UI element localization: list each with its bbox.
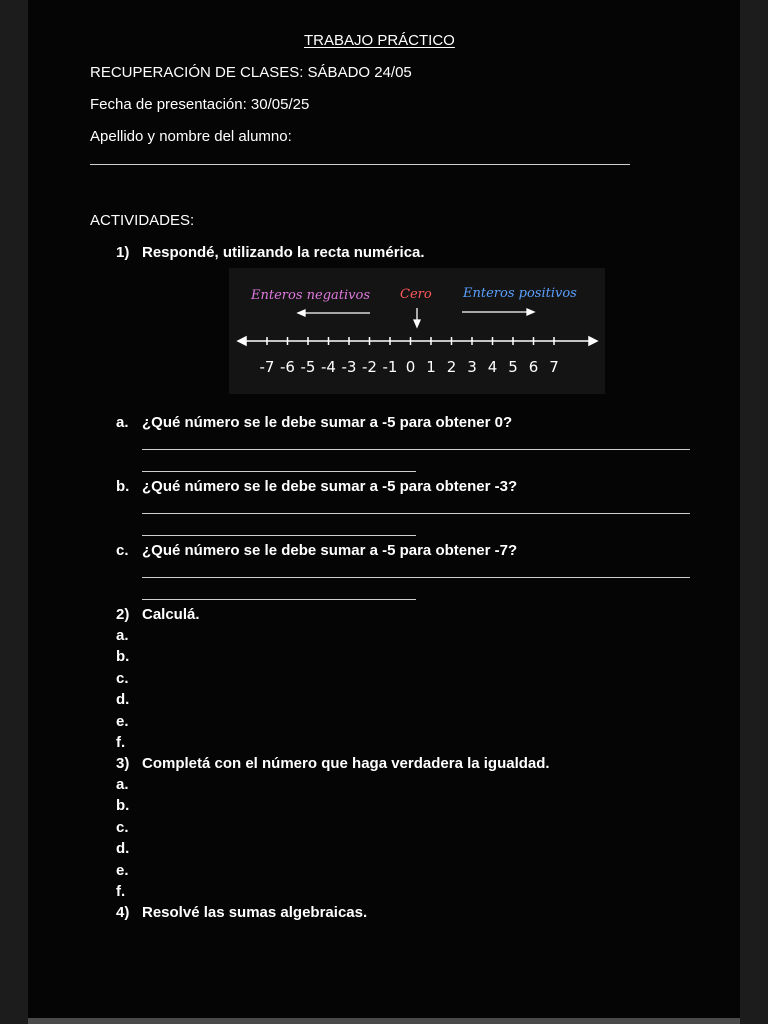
answer-line[interactable] xyxy=(142,471,416,472)
tick-label: 2 xyxy=(446,358,457,376)
item-letter: a. xyxy=(116,627,129,644)
item-letter: b. xyxy=(116,648,130,666)
number-line-figure xyxy=(229,268,605,394)
item-letter: e. xyxy=(116,712,129,730)
question-text: ¿Qué número se le debe sumar a -5 para obtener 0? xyxy=(142,414,513,431)
activity-4-instruction: Resolvé las sumas algebraicas. xyxy=(142,904,368,921)
item-letter: b. xyxy=(116,797,130,815)
tick-label: 6 xyxy=(528,358,539,376)
bottom-scroll-bar[interactable] xyxy=(28,1018,740,1024)
activity-1-number: 1) xyxy=(116,244,130,261)
answer-line[interactable] xyxy=(142,577,690,578)
tick-label: 3 xyxy=(467,358,477,376)
positives-label: Enteros positivos xyxy=(463,286,577,301)
item-letter: f. xyxy=(116,734,126,751)
student-name-line xyxy=(90,164,630,165)
number-line-ticks xyxy=(260,337,559,376)
zero-arrow xyxy=(414,308,420,327)
tick-label: -3 xyxy=(341,358,357,376)
item-letter: d. xyxy=(116,840,130,858)
tick-label: -5 xyxy=(300,358,316,376)
item-letter: c. xyxy=(116,669,129,687)
tick-label: 5 xyxy=(508,358,518,376)
answer-line[interactable] xyxy=(142,513,690,514)
activity-1-instruction: Respondé, utilizando la recta numérica. xyxy=(142,244,425,261)
negatives-arrow xyxy=(298,310,370,316)
question-letter: a. xyxy=(116,414,129,431)
item-letter: a. xyxy=(116,776,129,793)
zero-label: Cero xyxy=(400,287,432,302)
answer-line[interactable] xyxy=(142,599,416,600)
item-letter: f. xyxy=(116,883,126,900)
number-line-axis xyxy=(238,337,597,345)
item-letter: c. xyxy=(116,818,129,836)
tick-label: -4 xyxy=(321,358,336,376)
question-letter: b. xyxy=(116,478,130,495)
question-text: ¿Qué número se le debe sumar a -5 para obtener -7? xyxy=(142,542,518,559)
tick-label: -2 xyxy=(362,358,377,376)
activity-2-number: 2) xyxy=(116,606,130,623)
tick-label: 0 xyxy=(405,358,416,376)
document-subtitle: RECUPERACIÓN DE CLASES: SÁBADO 24/05 xyxy=(90,64,412,81)
question-text: ¿Qué número se le debe sumar a -5 para obtener -3? xyxy=(142,478,518,495)
tick-label: -7 xyxy=(259,358,275,376)
tick-label: 4 xyxy=(487,358,498,376)
question-letter: c. xyxy=(116,542,129,559)
activity-4-number: 4) xyxy=(116,904,130,921)
negatives-label: Enteros negativos xyxy=(251,288,370,303)
positives-arrow xyxy=(462,309,534,315)
answer-line[interactable] xyxy=(142,535,416,536)
presentation-date: Fecha de presentación: 30/05/25 xyxy=(90,96,310,113)
activities-heading: ACTIVIDADES: xyxy=(90,212,195,229)
activity-2-instruction: Calculá. xyxy=(142,606,200,623)
document-title: TRABAJO PRÁCTICO xyxy=(304,32,455,49)
item-letter: d. xyxy=(116,691,130,709)
tick-label: -6 xyxy=(280,358,295,376)
item-letter: e. xyxy=(116,861,129,879)
student-name-label: Apellido y nombre del alumno: xyxy=(90,128,292,145)
tick-label: 1 xyxy=(426,358,436,376)
answer-line[interactable] xyxy=(142,449,690,450)
tick-label: -1 xyxy=(382,358,398,376)
tick-label: 7 xyxy=(549,358,559,376)
activity-3-number: 3) xyxy=(116,755,130,772)
document-page xyxy=(28,0,740,1020)
activity-3-instruction: Completá con el número que haga verdadera la igualdad. xyxy=(142,755,550,772)
